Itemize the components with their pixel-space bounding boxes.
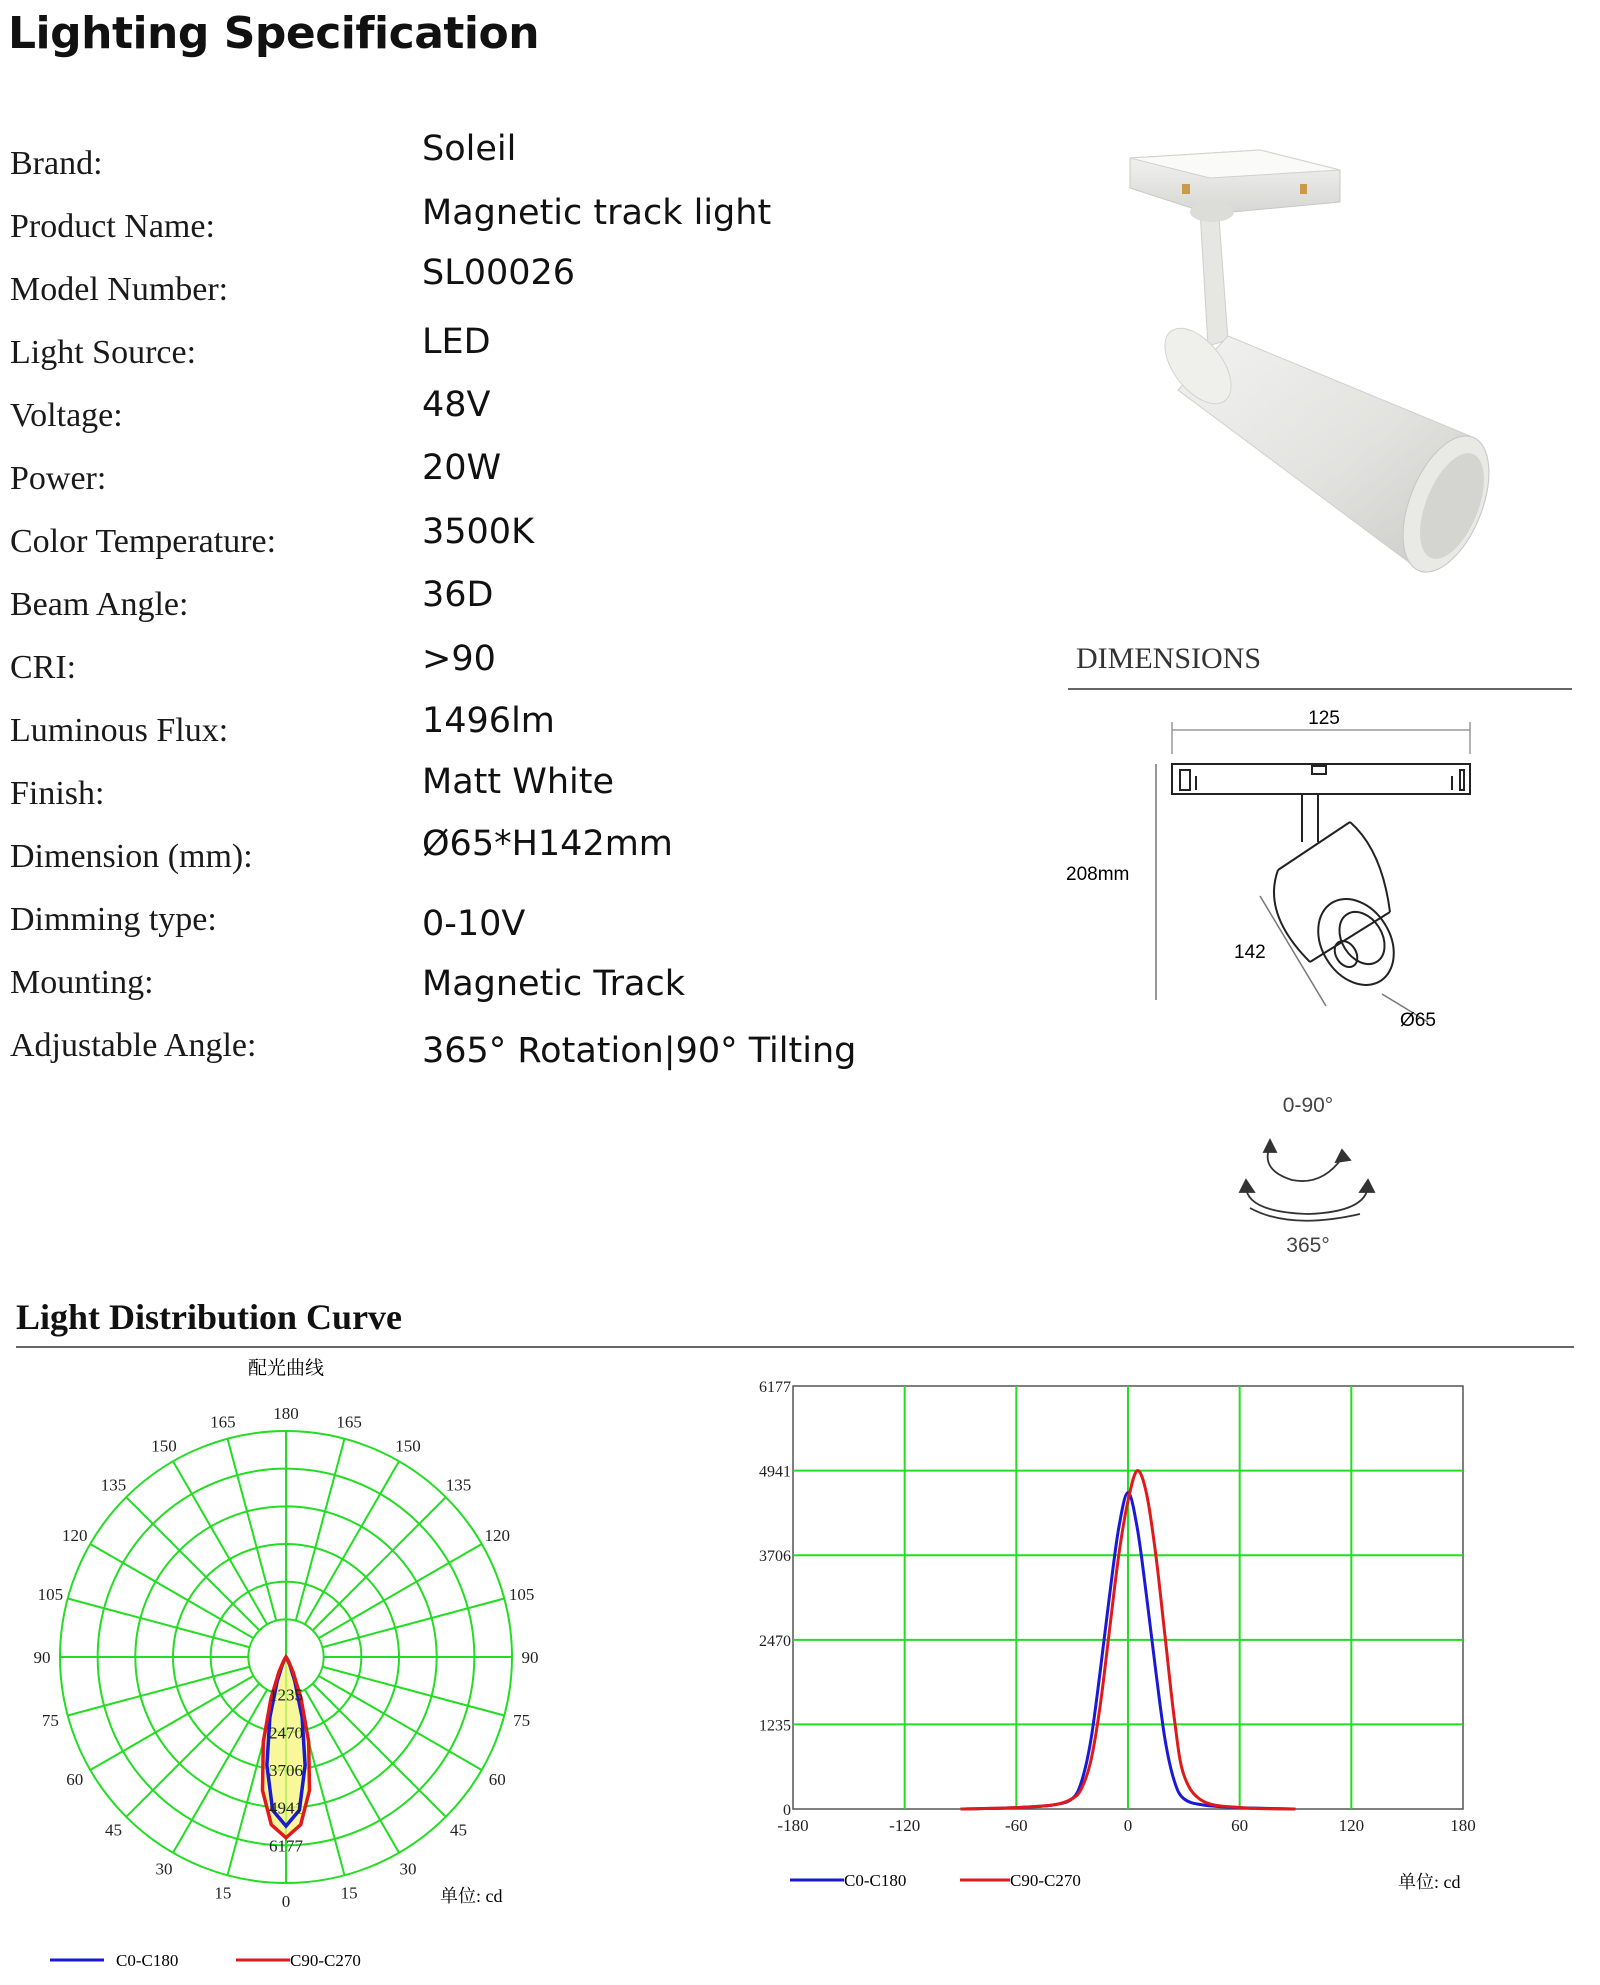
polar-angle-label: 150 <box>395 1436 421 1456</box>
spec-label: Voltage: <box>10 397 123 434</box>
spec-value: Matt White <box>422 762 614 802</box>
polar-grid-spoke <box>68 1599 250 1648</box>
polar-angle-label: 15 <box>214 1883 232 1903</box>
cartesian-x-tick: -180 <box>777 1816 809 1835</box>
spec-label: Beam Angle: <box>10 586 189 623</box>
spec-value: 48V <box>422 385 491 425</box>
cartesian-x-tick: 120 <box>1338 1816 1365 1835</box>
cartesian-x-tick: 180 <box>1450 1816 1476 1835</box>
polar-angle-label: 90 <box>33 1648 51 1667</box>
dimensions-title: DIMENSIONS <box>1076 642 1262 675</box>
cartesian-grid <box>793 1386 1463 1809</box>
polar-title: 配光曲线 <box>247 1357 325 1379</box>
cartesian-y-tick: 1235 <box>759 1717 791 1735</box>
spec-value: 0-10V <box>422 904 526 944</box>
polar-angle-label: 165 <box>210 1412 236 1432</box>
cartesian-legend <box>790 1871 1081 1890</box>
spec-label: Finish: <box>10 775 105 812</box>
cartesian-y-tick: 6177 <box>759 1379 791 1396</box>
dimensions-divider <box>1068 688 1572 690</box>
spec-label: CRI: <box>10 649 77 686</box>
diameter-label: Ø65 <box>1400 1010 1436 1031</box>
polar-radial-tick: 6177 <box>269 1836 303 1856</box>
polar-radial-tick: 3706 <box>269 1761 303 1780</box>
polar-angle-label: 135 <box>100 1475 127 1495</box>
spec-label: Product Name: <box>10 208 215 245</box>
polar-angle-label: 120 <box>61 1526 88 1545</box>
spec-value: Magnetic Track <box>422 964 685 1004</box>
polar-angle-label: 105 <box>37 1584 64 1604</box>
polar-angle-label: 105 <box>508 1584 535 1604</box>
polar-grid-spoke <box>313 1684 446 1817</box>
cartesian-y-tick: 0 <box>783 1802 791 1819</box>
polar-angle-label: 30 <box>155 1859 173 1879</box>
track-outline <box>1172 764 1470 794</box>
spec-label: Dimension (mm): <box>10 838 253 875</box>
polar-angle-label: 165 <box>336 1412 362 1432</box>
polar-radial-tick: 4941 <box>269 1798 303 1818</box>
polar-radial-tick: 1235 <box>269 1685 303 1705</box>
dimensions-drawing <box>1060 700 1580 1260</box>
polar-angle-label: 75 <box>41 1711 59 1731</box>
polar-angle-label: 135 <box>445 1475 472 1495</box>
polar-chart <box>0 1350 560 1985</box>
length-label: 142 <box>1234 942 1266 963</box>
polar-grid-spoke <box>322 1599 504 1648</box>
polar-legend <box>50 1951 361 1970</box>
spec-value: 365° Rotation|90° Tilting <box>422 1031 857 1071</box>
polar-angle-label: 45 <box>450 1820 468 1840</box>
legend-label-c90: C90-C270 <box>1010 1871 1081 1890</box>
legend-label-c90: C90-C270 <box>290 1951 361 1970</box>
spec-value: 36D <box>422 575 494 615</box>
spec-label: Dimming type: <box>10 901 217 938</box>
cartesian-x-tick: 60 <box>1231 1816 1249 1835</box>
cartesian-unit-label: 单位: cd <box>1398 1872 1461 1892</box>
polar-grid-spoke <box>126 1497 259 1630</box>
spec-label: Light Source: <box>10 334 197 371</box>
spec-value: 20W <box>422 448 502 488</box>
width-label: 125 <box>1308 708 1340 729</box>
spec-label: Adjustable Angle: <box>10 1027 257 1064</box>
polar-angle-label: 180 <box>273 1404 299 1423</box>
polar-angle-label: 60 <box>66 1770 84 1789</box>
legend-label-c0: C0-C180 <box>844 1871 907 1890</box>
spec-label: Brand: <box>10 145 103 182</box>
legend-label-c0: C0-C180 <box>116 1951 179 1970</box>
polar-grid-spoke <box>68 1667 250 1716</box>
spec-label: Mounting: <box>10 964 154 1001</box>
polar-grid-spoke <box>296 1439 345 1621</box>
distribution-title: Light Distribution Curve <box>16 1297 403 1337</box>
cartesian-y-tick: 2470 <box>759 1632 791 1650</box>
spec-value: Soleil <box>422 129 517 169</box>
spec-label: Power: <box>10 460 107 497</box>
polar-angle-label: 45 <box>104 1820 122 1840</box>
cartesian-x-tick: 0 <box>1123 1816 1133 1835</box>
spec-label: Model Number: <box>10 271 229 308</box>
spec-label: Luminous Flux: <box>10 712 229 749</box>
polar-grid-spoke <box>228 1439 277 1621</box>
polar-angle-label: 0 <box>281 1892 291 1911</box>
cartesian-y-tick: 3706 <box>759 1548 791 1566</box>
polar-grid-spoke <box>126 1684 259 1817</box>
polar-angle-label: 120 <box>484 1526 511 1545</box>
page-title: Lighting Specification <box>8 8 540 59</box>
polar-radial-tick: 2470 <box>269 1723 303 1743</box>
spec-value: Ø65*H142mm <box>422 824 673 864</box>
spec-value: 1496lm <box>422 701 555 741</box>
cartesian-chart <box>740 1350 1600 1910</box>
polar-angle-label: 60 <box>488 1770 506 1789</box>
polar-grid-spoke <box>322 1667 504 1716</box>
spec-value: 3500K <box>422 512 535 552</box>
polar-angle-label: 90 <box>521 1648 539 1667</box>
spec-value: Magnetic track light <box>422 193 772 233</box>
fixture-outline <box>1274 794 1409 999</box>
distribution-divider <box>16 1346 1574 1348</box>
rotation-label: 365° <box>1286 1234 1330 1257</box>
polar-unit-label: 单位: cd <box>440 1886 503 1906</box>
polar-grid-spoke <box>313 1497 446 1630</box>
cartesian-x-tick: -60 <box>1004 1816 1028 1835</box>
product-image <box>1100 140 1580 610</box>
tilt-label: 0-90° <box>1282 1094 1334 1117</box>
polar-angle-label: 75 <box>513 1711 531 1731</box>
spec-value: LED <box>422 322 491 362</box>
rotation-arrows-icon <box>1240 1140 1374 1221</box>
spec-label: Color Temperature: <box>10 523 277 560</box>
cartesian-x-tick: -120 <box>889 1816 921 1835</box>
spec-value: SL00026 <box>422 253 576 293</box>
spec-value: >90 <box>422 639 496 679</box>
polar-angle-label: 15 <box>340 1883 358 1903</box>
cartesian-y-tick: 4941 <box>759 1463 791 1481</box>
height-label: 208mm <box>1066 864 1130 885</box>
polar-angle-label: 30 <box>399 1859 417 1879</box>
polar-angle-label: 150 <box>151 1436 177 1456</box>
